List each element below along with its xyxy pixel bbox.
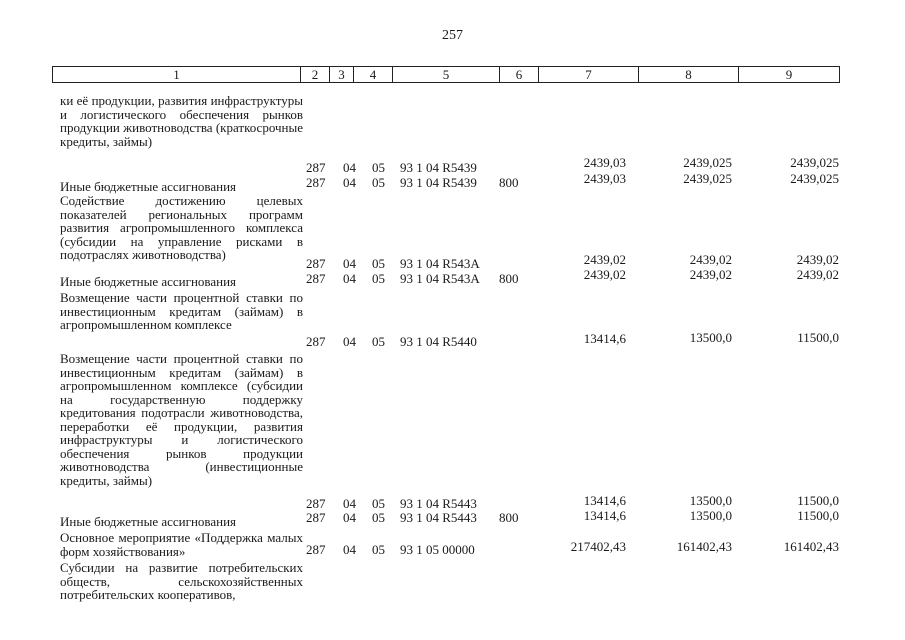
cell-value-3: 2439,02 (796, 252, 839, 267)
row-description: Иные бюджетные ассигнования (60, 274, 237, 289)
cell-pr: 05 (372, 510, 385, 525)
cell-rz: 04 (343, 160, 356, 175)
cell-rz: 04 (343, 510, 356, 525)
cell-pr: 05 (372, 256, 385, 271)
cell-cs: 93 1 04 R5443 (400, 510, 477, 525)
cell-value-3: 11500,0 (797, 330, 839, 345)
cell-gr: 287 (306, 334, 326, 349)
cell-cs: 93 1 04 R543A (400, 271, 480, 286)
cell-value-2: 13500,0 (689, 493, 732, 508)
row-description: ки её продукции, развития инфраструктуры и логистического обеспечения рынков продукции животноводства (краткосрочные кредиты, займы) (60, 93, 303, 149)
cell-rz: 04 (343, 271, 356, 286)
cell-gr: 287 (306, 510, 326, 525)
header-col-1: 1 (173, 67, 180, 82)
cell-value-2: 2439,02 (689, 267, 732, 282)
table-header (52, 66, 840, 83)
cell-value-1: 2439,03 (583, 155, 626, 170)
cell-vr: 800 (499, 510, 519, 525)
header-col-7: 7 (538, 67, 638, 82)
cell-value-3: 2439,02 (796, 267, 839, 282)
cell-value-1: 13414,6 (583, 331, 626, 346)
cell-value-3: 161402,43 (783, 539, 839, 554)
header-col-5: 5 (392, 67, 499, 82)
cell-cs: 93 1 04 R543A (400, 256, 480, 271)
cell-value-2: 2439,025 (683, 171, 732, 186)
cell-rz: 04 (343, 334, 356, 349)
page-number: 257 (442, 28, 463, 43)
cell-pr: 05 (372, 175, 385, 190)
header-col-8: 8 (638, 67, 738, 82)
cell-value-1: 13414,6 (583, 493, 626, 508)
row-description: Возмещение части процентной ставки по инвестиционным кредитам (займам) в агропромышленном комплексе (субсидии на государственную поддержку кредитования подотрасли животноводства, переработки её продукции, развития инфраструктуры и логистического обеспечения рынков продукции животноводства (инвестиционные кредиты, займы) (60, 351, 303, 488)
cell-pr: 05 (372, 271, 385, 286)
cell-value-3: 11500,0 (797, 493, 839, 508)
cell-pr: 05 (372, 334, 385, 349)
cell-value-2: 2439,025 (683, 155, 732, 170)
cell-cs: 93 1 04 R5443 (400, 496, 477, 511)
row-description: Иные бюджетные ассигнования (60, 514, 237, 529)
cell-value-2: 13500,0 (689, 330, 732, 345)
cell-rz: 04 (343, 175, 356, 190)
cell-gr: 287 (306, 271, 326, 286)
cell-pr: 05 (372, 496, 385, 511)
cell-rz: 04 (343, 256, 356, 271)
cell-cs: 93 1 05 00000 (400, 542, 475, 557)
cell-value-1: 2439,03 (583, 171, 626, 186)
cell-gr: 287 (306, 496, 326, 511)
cell-value-1: 13414,6 (583, 508, 626, 523)
cell-cs: 93 1 04 R5440 (400, 334, 477, 349)
header-col-9: 9 (738, 67, 839, 82)
cell-gr: 287 (306, 256, 326, 271)
row-description: Содействие достижению целевых показателей региональных программ развития агропромышленного комплекса (субсидии на управление рисками в подотраслях животноводства) (60, 193, 303, 262)
cell-vr: 800 (499, 271, 519, 286)
header-col-3: 3 (329, 67, 353, 82)
cell-rz: 04 (343, 496, 356, 511)
cell-value-2: 161402,43 (676, 539, 732, 554)
row-description: Субсидии на развитие потребительских обществ, сельскохозяйственных потребительских кооперативов, (60, 560, 303, 602)
row-description: Иные бюджетные ассигнования (60, 179, 237, 194)
cell-value-2: 2439,02 (689, 252, 732, 267)
row-description: Возмещение части процентной ставки по инвестиционным кредитам (займам) в агропромышленном комплексе (60, 290, 303, 332)
cell-cs: 93 1 04 R5439 (400, 160, 477, 175)
cell-pr: 05 (372, 542, 385, 557)
cell-gr: 287 (306, 160, 326, 175)
cell-pr: 05 (372, 160, 385, 175)
cell-rz: 04 (343, 542, 356, 557)
header-col-4: 4 (353, 67, 392, 82)
cell-value-1: 2439,02 (583, 267, 626, 282)
header-col-6: 6 (499, 67, 538, 82)
cell-gr: 287 (306, 175, 326, 190)
cell-vr: 800 (499, 175, 519, 190)
cell-value-3: 11500,0 (797, 508, 839, 523)
cell-cs: 93 1 04 R5439 (400, 175, 477, 190)
cell-value-1: 217402,43 (570, 539, 626, 554)
cell-value-2: 13500,0 (689, 508, 732, 523)
header-col-2: 2 (300, 67, 329, 82)
cell-value-3: 2439,025 (790, 155, 839, 170)
cell-value-3: 2439,025 (790, 171, 839, 186)
cell-value-1: 2439,02 (583, 252, 626, 267)
row-description: Основное мероприятие «Поддержка малых форм хозяйствования» (60, 530, 303, 559)
cell-gr: 287 (306, 542, 326, 557)
